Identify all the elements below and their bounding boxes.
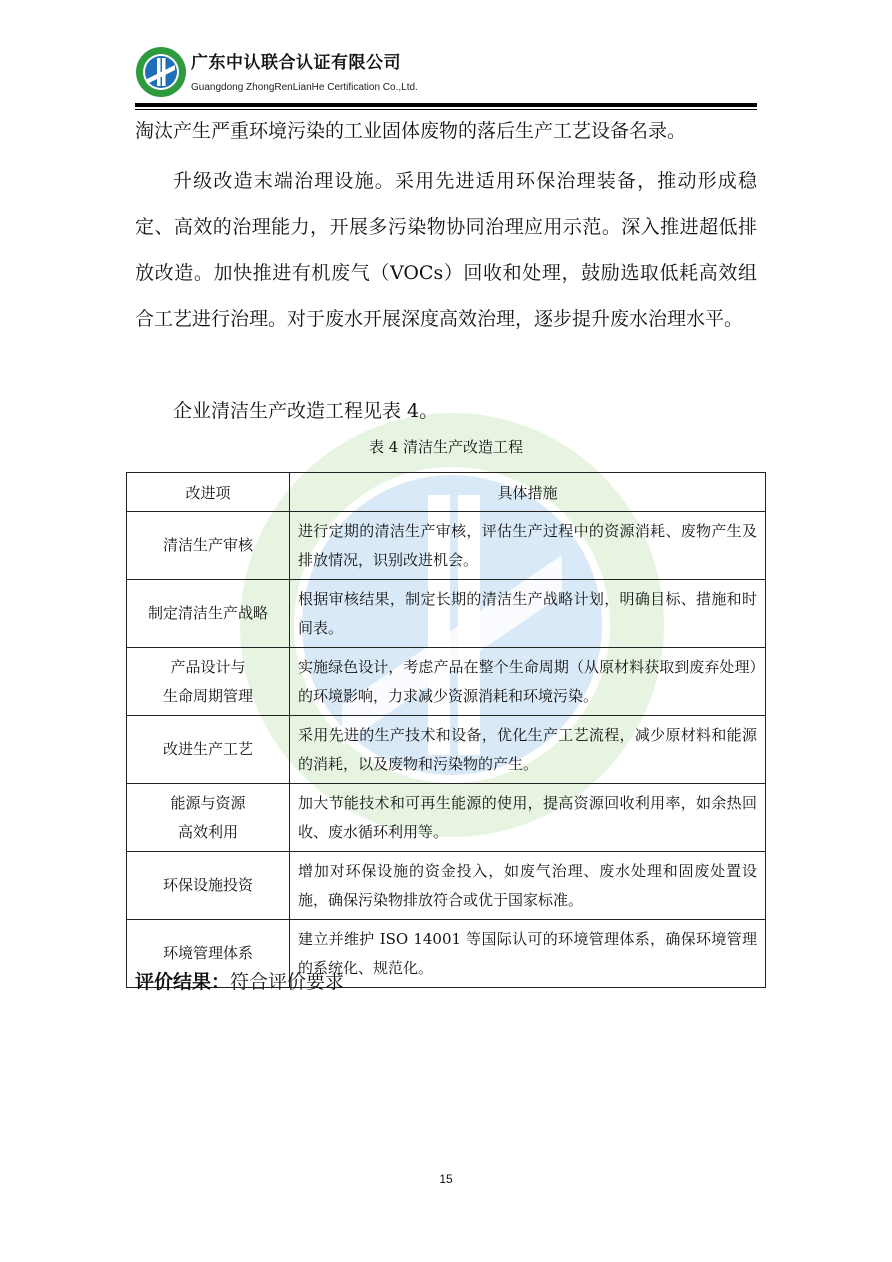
measure-cell: 实施绿色设计，考虑产品在整个生命周期（从原材料获取到废弃处理）的环境影响，力求减少资源消耗和环境污染。	[290, 648, 766, 716]
measure-cell: 建立并维护 ISO 14001 等国际认可的环境管理体系，确保环境管理的系统化、规范化。	[290, 920, 766, 988]
body-text	[135, 158, 757, 342]
evaluation-result	[135, 967, 344, 994]
paragraph: 企业清洁生产改造工程见表 4。	[173, 400, 439, 422]
column-header: 具体措施	[290, 473, 766, 512]
body-text	[135, 108, 757, 154]
item-cell: 环保设施投资	[127, 852, 290, 920]
page-number: 15	[439, 1172, 453, 1186]
table-row	[127, 852, 766, 920]
company-name-cn: 广东中认联合认证有限公司	[191, 53, 401, 73]
table-row	[127, 648, 766, 716]
table-row	[127, 784, 766, 852]
item-cell: 产品设计与 生命周期管理	[127, 648, 290, 716]
item-cell: 改进生产工艺	[127, 716, 290, 784]
measure-cell: 加大节能技术和可再生能源的使用，提高资源回收利用率，如余热回收、废水循环利用等。	[290, 784, 766, 852]
body-text	[135, 388, 757, 434]
table-row	[127, 716, 766, 784]
table-caption: 表 4 清洁生产改造工程	[368, 438, 524, 456]
company-logo-icon	[135, 46, 187, 98]
measure-cell: 增加对环保设施的资金投入，如废气治理、废水处理和固废处置设施，确保污染物排放符合或优于国家标准。	[290, 852, 766, 920]
table-row	[127, 512, 766, 580]
table-row	[127, 580, 766, 648]
measure-cell: 采用先进的生产技术和设备，优化生产工艺流程，减少原材料和能源的消耗，以及废物和污染物的产生。	[290, 716, 766, 784]
item-cell: 能源与资源 高效利用	[127, 784, 290, 852]
paragraph: 淘汰产生严重环境污染的工业固体废物的落后生产工艺设备名录。	[135, 120, 687, 142]
page-header	[135, 42, 757, 108]
header-rule	[135, 103, 757, 107]
measure-cell: 进行定期的清洁生产审核，评估生产过程中的资源消耗、废物产生及排放情况，识别改进机会。	[290, 512, 766, 580]
column-header: 改进项	[127, 473, 290, 512]
result-value: 符合评价要求	[230, 971, 345, 993]
result-label: 评价结果：	[135, 971, 231, 993]
item-cell: 制定清洁生产战略	[127, 580, 290, 648]
company-name-en: Guangdong ZhongRenLianHe Certification Co.,Ltd.	[191, 82, 418, 93]
item-cell: 清洁生产审核	[127, 512, 290, 580]
item-cell: 环境管理体系	[127, 920, 290, 988]
paragraph: 升级改造末端治理设施。采用先进适用环保治理装备，推动形成稳定、高效的治理能力，开展多污染物协同治理应用示范。深入推进超低排放改造。加快推进有机废气（VOCs）回收和处理，鼓励选取低耗高效组合工艺进行治理。对于废水开展深度高效治理，逐步提升废水治理水平。	[135, 170, 757, 330]
measure-cell: 根据审核结果，制定长期的清洁生产战略计划，明确目标、措施和时间表。	[290, 580, 766, 648]
table-header-row	[127, 473, 766, 512]
measures-table	[126, 472, 766, 988]
